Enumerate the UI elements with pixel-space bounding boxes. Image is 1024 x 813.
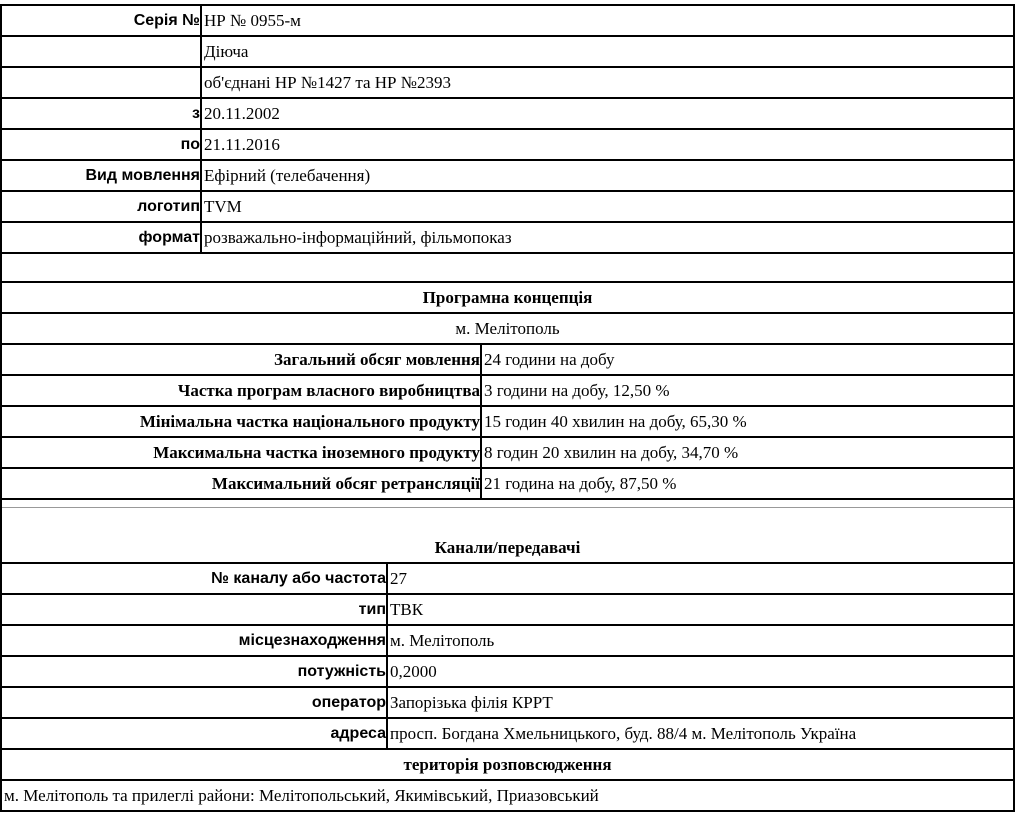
row-value: 0,2000 <box>390 661 437 681</box>
table-row <box>2 345 1013 376</box>
table-row <box>2 564 1013 595</box>
row-label: Максимальна частка іноземного продукту <box>2 438 482 467</box>
row-value: Ефірний (телебачення) <box>204 165 371 185</box>
row-value: просп. Богдана Хмельницького, буд. 88/4 м. Мелітополь Україна <box>390 723 857 743</box>
table-row <box>2 6 1013 37</box>
table-row <box>2 438 1013 469</box>
row-label: Загальний обсяг мовлення <box>2 345 482 374</box>
row-label <box>2 37 202 66</box>
row-value: Запорізька філія КРРТ <box>390 692 553 712</box>
territory-value: м. Мелітополь та прилеглі райони: Мелітопольський, Якимівський, Приазовський <box>2 781 1013 812</box>
row-value: ТВК <box>390 599 424 619</box>
spacer-row <box>2 500 1013 508</box>
row-label: з <box>2 99 202 128</box>
row-label: № каналу або частота <box>2 564 388 593</box>
row-value: м. Мелітополь <box>390 630 495 650</box>
row-label: тип <box>2 595 388 624</box>
row-label: Вид мовлення <box>2 161 202 190</box>
table-row <box>2 37 1013 68</box>
row-value: 27 <box>390 568 407 588</box>
row-label: Серія № <box>2 6 202 35</box>
row-label: формат <box>2 223 202 252</box>
program-concept-city: м. Мелітополь <box>2 314 1013 345</box>
table-row <box>2 626 1013 657</box>
table-row <box>2 719 1013 750</box>
section-header-program-concept: Програмна концепція <box>2 283 1013 314</box>
row-label: логотип <box>2 192 202 221</box>
table-row <box>2 223 1013 254</box>
row-label: потужність <box>2 657 388 686</box>
table-row <box>2 161 1013 192</box>
table-row <box>2 376 1013 407</box>
row-label <box>2 68 202 97</box>
section-header-channels: Канали/передавачі <box>2 508 1013 564</box>
row-label: адреса <box>2 719 388 748</box>
table-row <box>2 688 1013 719</box>
row-label: Частка програм власного виробництва <box>2 376 482 405</box>
table-row <box>2 68 1013 99</box>
table-row <box>2 657 1013 688</box>
row-label: Максимальний обсяг ретрансляції <box>2 469 482 498</box>
row-value: 24 години на добу <box>484 349 615 369</box>
row-label: по <box>2 130 202 159</box>
license-table <box>0 4 1015 812</box>
row-value: TVM <box>204 196 242 216</box>
row-value: 21 година на добу, 87,50 % <box>484 473 677 493</box>
row-label: місцезнаходження <box>2 626 388 655</box>
row-value: об'єднані НР №1427 та НР №2393 <box>204 72 451 92</box>
row-value: 3 години на добу, 12,50 % <box>484 380 670 400</box>
table-row <box>2 192 1013 223</box>
row-value: 15 годин 40 хвилин на добу, 65,30 % <box>484 411 747 431</box>
table-row <box>2 469 1013 500</box>
spacer-row <box>2 254 1013 283</box>
row-value: Діюча <box>204 41 249 61</box>
license-document <box>0 4 1015 812</box>
row-value: розважально-інформаційний, фільмопоказ <box>204 227 512 247</box>
row-value: НР № 0955-м <box>204 10 301 30</box>
table-row <box>2 99 1013 130</box>
row-value: 21.11.2016 <box>204 134 280 154</box>
table-row <box>2 407 1013 438</box>
row-value: 8 годин 20 хвилин на добу, 34,70 % <box>484 442 739 462</box>
row-label: оператор <box>2 688 388 717</box>
table-row <box>2 130 1013 161</box>
table-row <box>2 595 1013 626</box>
section-header-territory: територія розповсюдження <box>2 750 1013 781</box>
row-label: Мінімальна частка національного продукту <box>2 407 482 436</box>
row-value: 20.11.2002 <box>204 103 280 123</box>
